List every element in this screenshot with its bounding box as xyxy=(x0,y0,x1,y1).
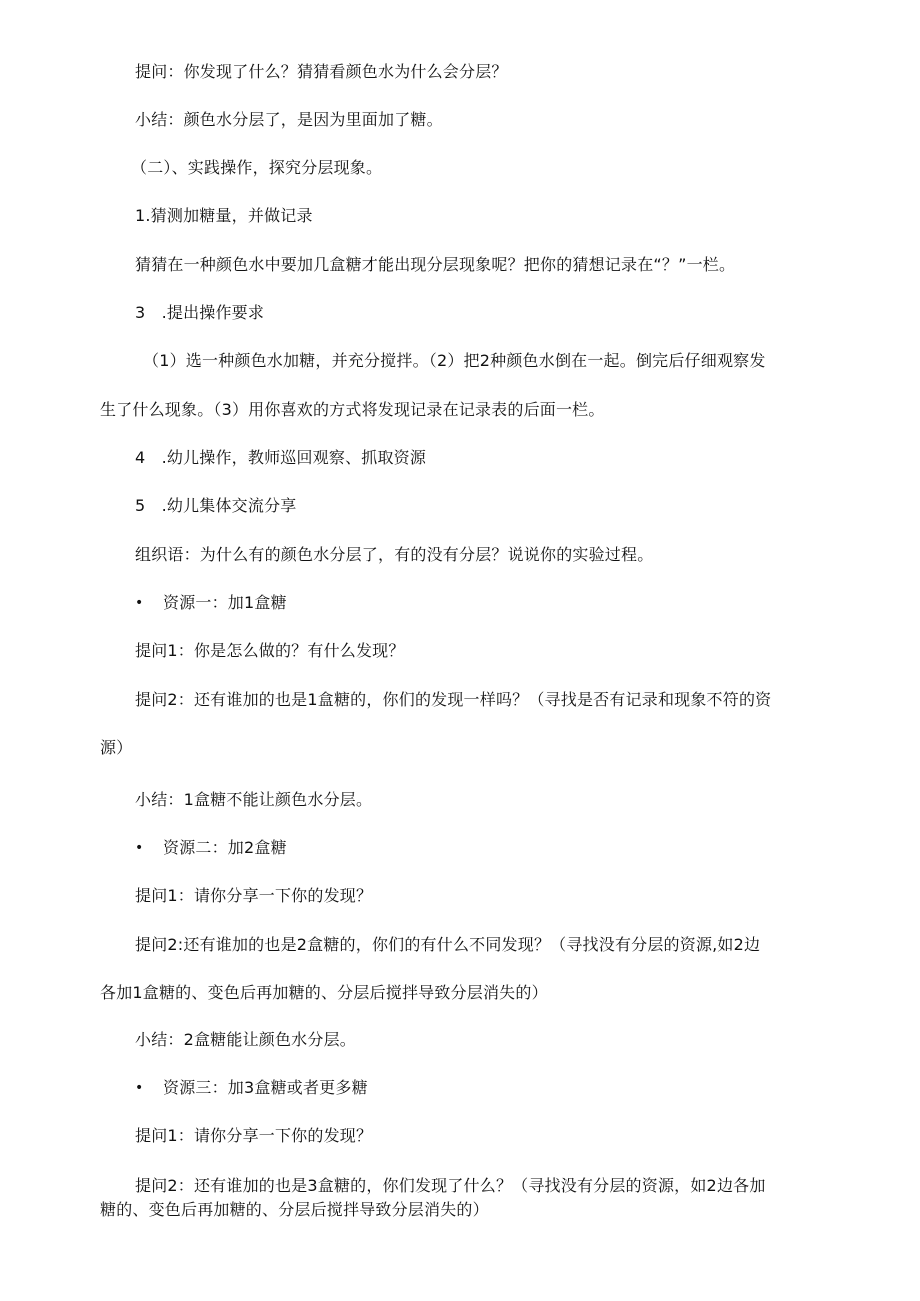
summary-line: 小结：2盒糖能让颜色水分层。 xyxy=(135,1030,356,1049)
paragraph-line: 猜猜在一种颜色水中要加几盒糖才能出现分层现象呢？把你的猜想记录在“？”一栏。 xyxy=(135,255,736,274)
paragraph-line: 糖的、变色后再加糖的、分层后搅拌导致分层消失的） xyxy=(100,1200,489,1219)
step-heading: 3 .提出操作要求 xyxy=(135,303,265,322)
paragraph-line: 生了什么现象。（3）用你喜欢的方式将发现记录在记录表的后面一栏。 xyxy=(100,400,605,419)
paragraph-line: 源） xyxy=(100,738,133,757)
question-line: 提问1：请你分享一下你的发现？ xyxy=(135,1126,373,1145)
bullet-marker: • xyxy=(135,1080,144,1096)
summary-line: 小结：1盒糖不能让颜色水分层。 xyxy=(135,790,373,809)
paragraph-line: 各加1盒糖的、变色后再加糖的、分层后搅拌导致分层消失的） xyxy=(100,983,548,1002)
paragraph-line: （1）选一种颜色水加糖，并充分搅拌。（2）把2种颜色水倒在一起。倒完后仔细观察发 xyxy=(143,351,766,370)
step-heading: 5 .幼儿集体交流分享 xyxy=(135,496,297,515)
section-heading: （二）、实践操作，探究分层现象。 xyxy=(131,158,383,177)
paragraph-line: 组织语：为什么有的颜色水分层了，有的没有分层？说说你的实验过程。 xyxy=(135,545,654,564)
question-line: 提问2：还有谁加的也是3盒糖的，你们发现了什么？（寻找没有分层的资源，如2边各加 xyxy=(135,1176,766,1195)
question-line: 提问：你发现了什么？猜猜看颜色水为什么会分层？ xyxy=(135,62,508,81)
question-line: 提问2：还有谁加的也是1盒糖的，你们的发现一样吗？（寻找是否有记录和现象不符的资 xyxy=(135,690,772,709)
step-heading: 1.猜测加糖量，并做记录 xyxy=(135,206,313,225)
step-heading: 4 .幼儿操作，教师巡回观察、抓取资源 xyxy=(135,448,427,467)
question-line: 提问2:还有谁加的也是2盒糖的，你们的有什么不同发现？（寻找没有分层的资源,如2边 xyxy=(135,935,761,954)
question-line: 提问1：你是怎么做的？有什么发现？ xyxy=(135,641,405,660)
bullet-marker: • xyxy=(135,840,144,856)
resource-heading: 资源二：加2盒糖 xyxy=(163,838,287,857)
question-line: 提问1：请你分享一下你的发现？ xyxy=(135,886,373,905)
resource-heading: 资源一：加1盒糖 xyxy=(163,593,287,612)
summary-line: 小结：颜色水分层了，是因为里面加了糖。 xyxy=(135,110,443,129)
bullet-marker: • xyxy=(135,595,144,611)
resource-heading: 资源三：加3盒糖或者更多糖 xyxy=(163,1078,368,1097)
